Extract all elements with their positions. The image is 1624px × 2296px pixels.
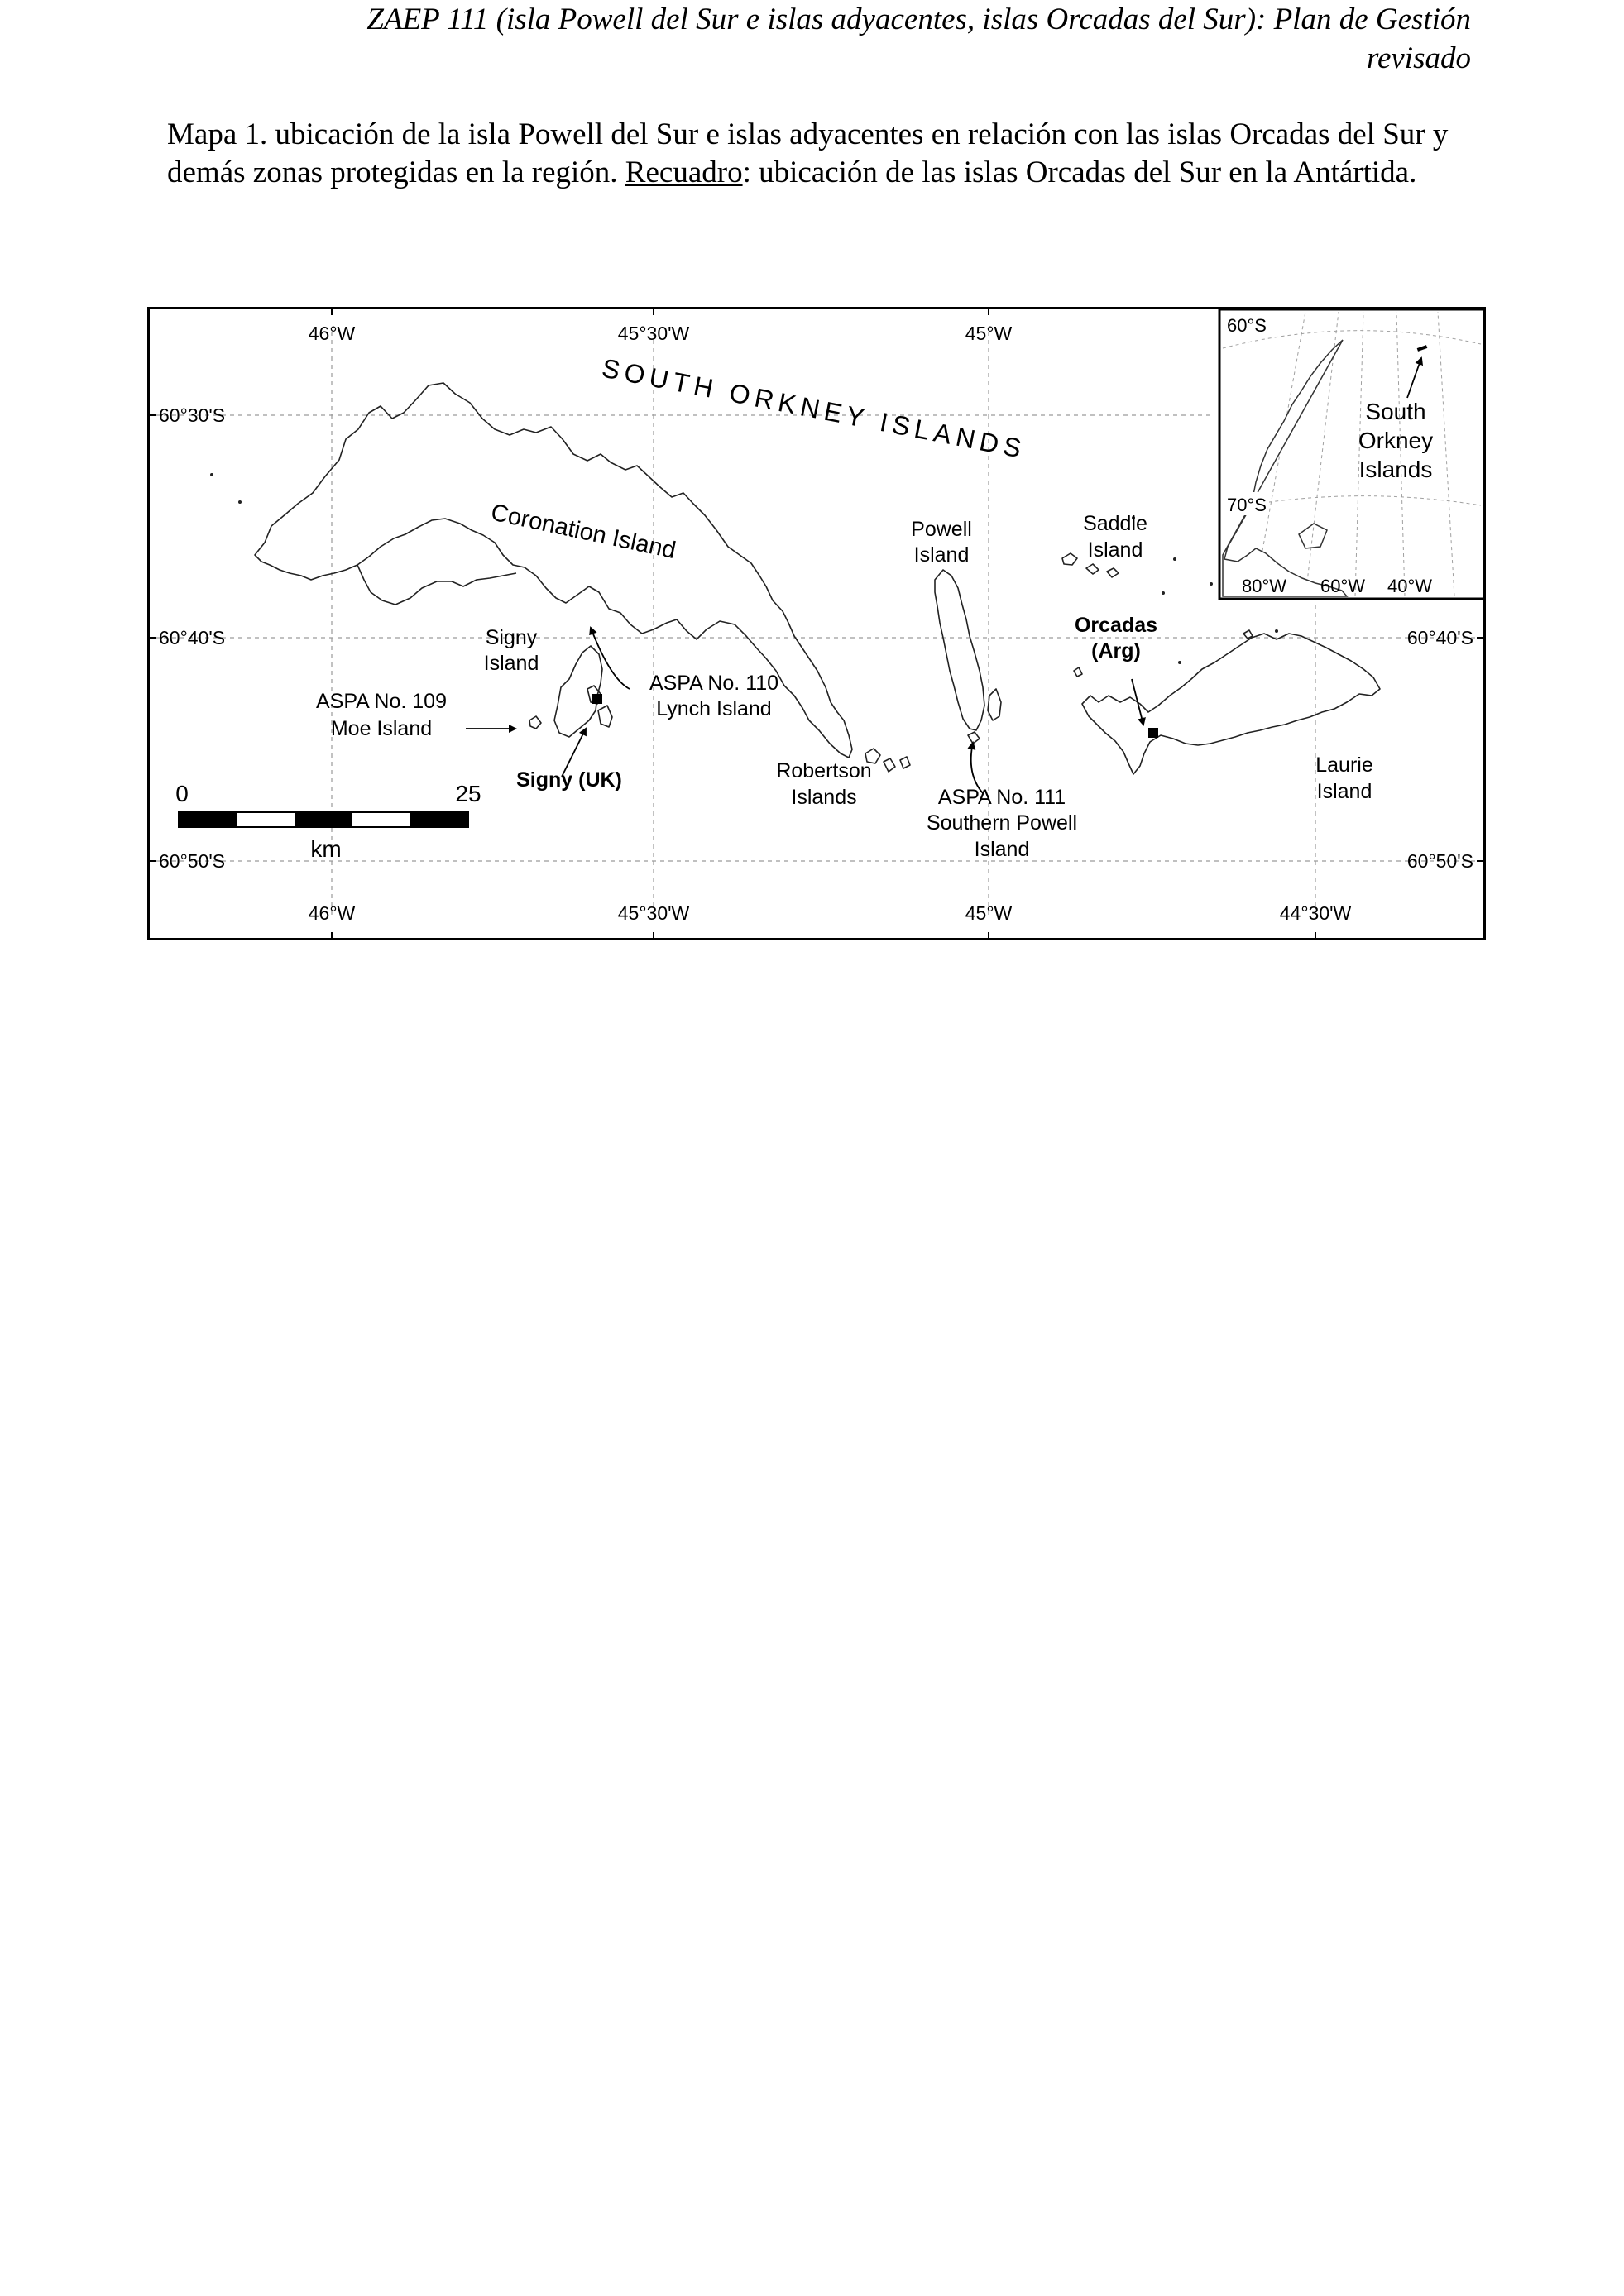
header-line-2: revisado	[1366, 41, 1471, 75]
scale-zero: 0	[175, 781, 189, 806]
powell-island-label: Powell Island	[911, 518, 972, 567]
location-map	[147, 307, 1486, 940]
right-lat-label: 60°40'S	[1406, 627, 1473, 648]
bottom-lon-label: 45°30'W	[617, 902, 690, 924]
archipelago-label: SOUTH ORKNEY ISLANDS	[599, 352, 1029, 465]
aspa110-label: ASPA No. 110 Lynch Island	[649, 672, 779, 720]
right-lat-label: 60°50'S	[1406, 850, 1473, 872]
running-header	[147, 0, 1471, 78]
bottom-lon-label: 46°W	[308, 902, 356, 924]
caption-text-2: : ubicación de las islas Orcadas del Sur en la Antártida.	[742, 155, 1417, 189]
robertson-islands-label: Robertson Islands	[776, 759, 872, 809]
top-lon-label: 45°30'W	[617, 323, 690, 344]
signy-island-label: Signy Island	[483, 626, 539, 675]
inset-lat-70: 70°S	[1227, 495, 1267, 515]
left-lat-label: 60°30'S	[159, 404, 226, 426]
left-lat-label: 60°50'S	[159, 850, 226, 872]
orcadas-station-marker	[1148, 728, 1158, 738]
signy-station-label: Signy (UK)	[516, 768, 622, 792]
scale-unit: km	[310, 836, 342, 862]
left-lat-label: 60°40'S	[159, 627, 226, 648]
map-caption	[167, 116, 1474, 192]
scale-max: 25	[455, 781, 481, 806]
aspa111-label: ASPA No. 111 Southern Powell Island	[926, 786, 1078, 861]
top-lon-label: 46°W	[308, 323, 356, 344]
inset-lat-60: 60°S	[1227, 315, 1267, 336]
bottom-lon-label: 44°30'W	[1279, 902, 1352, 924]
inset-map	[1219, 309, 1484, 599]
orcadas-station-label: Orcadas (Arg)	[1074, 614, 1158, 662]
caption-inset-term: Recuadro	[625, 155, 743, 189]
inset-lon-label: 40°W	[1387, 576, 1433, 596]
bottom-lon-label: 45°W	[965, 902, 1013, 924]
inset-south-orkney-label: South Orkney Islands	[1358, 399, 1434, 482]
inset-lon-label: 80°W	[1241, 576, 1287, 596]
signy-station-marker	[592, 694, 602, 704]
aspa109-label: ASPA No. 109 Moe Island	[316, 690, 447, 740]
saddle-island-label: Saddle Island	[1083, 512, 1147, 562]
top-lon-label: 45°W	[965, 323, 1013, 344]
caption-text-1: Mapa 1. ubicación de la isla Powell del Sur e islas adyacentes en relación con las islas Orcadas del Sur y demás zonas protegidas en la región.	[167, 117, 1449, 189]
header-line-1: ZAEP 111 (isla Powell del Sur e islas adyacentes, islas Orcadas del Sur): Plan de Gestión	[366, 2, 1471, 36]
coronation-island-label: Coronation Island	[488, 499, 678, 565]
inset-lon-label: 60°W	[1320, 576, 1366, 596]
laurie-island-label: Laurie Island	[1315, 753, 1373, 803]
